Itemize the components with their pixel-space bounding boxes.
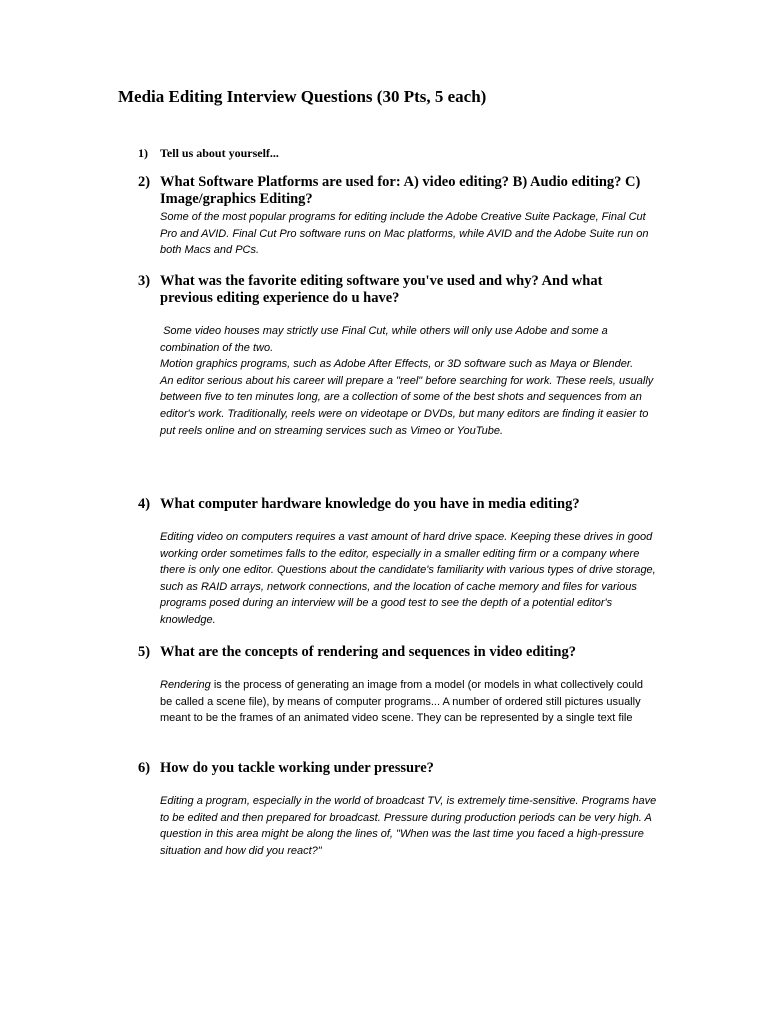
question-3-number: 3) xyxy=(138,273,151,289)
question-1-heading xyxy=(138,146,658,161)
question-1 xyxy=(138,146,658,161)
question-2-number: 2) xyxy=(138,174,151,190)
question-4-text: What computer hardware knowledge do you have in media editing? xyxy=(160,496,580,512)
question-5-answer-body: is the process of generating an image from a model (or models in what collectively could be called a scene file), by means of computer programs... A number of ordered still pictures usually meant to be the frames of an animated video scene. They can be represented by a single text file xyxy=(160,679,644,725)
question-3-heading xyxy=(138,273,658,307)
question-4 xyxy=(138,496,658,629)
question-6-heading xyxy=(138,760,658,777)
question-5-number: 5) xyxy=(138,644,151,660)
question-3-answer xyxy=(160,323,658,439)
document-title: Media Editing Interview Questions (30 Pts, 5 each) xyxy=(118,87,487,106)
question-3-answer-paragraph: Motion graphics programs, such as Adobe After Effects, or 3D software such as Maya or Blender. xyxy=(160,358,634,371)
question-3-answer-paragraph: Some video houses may strictly use Final Cut, while others will only use Adobe and some a combination of the two. xyxy=(160,325,611,354)
question-3-answer-paragraph: An editor serious about his career will prepare a "reel" before searching for work. These reels, usually between five to ten minutes long, are a collection of some of the best shots and sequences from an editor's work. Traditionally, reels were on videotape or DVDs, but many editors are finding it easier to put reels online and on streaming services such as Vimeo or YouTube. xyxy=(160,374,654,437)
question-3-text: What was the favorite editing software you've used and why? And what previous editing experience do u have? xyxy=(160,273,603,306)
question-6-text: How do you tackle working under pressure? xyxy=(160,760,434,776)
question-4-number: 4) xyxy=(138,496,151,512)
question-5-answer-lead: Rendering xyxy=(160,679,211,691)
question-2 xyxy=(138,174,658,259)
question-3 xyxy=(138,273,658,439)
question-1-text: Tell us about yourself... xyxy=(160,146,279,160)
question-2-heading xyxy=(138,174,658,208)
question-6-number: 6) xyxy=(138,760,151,776)
question-5-text: What are the concepts of rendering and sequences in video editing? xyxy=(160,644,576,660)
question-4-answer: Editing video on computers requires a vast amount of hard drive space. Keeping these drives in good working order sometimes falls to the editor, especially in a smaller editing firm or a company where there is only one editor. Questions about the candidate's familiarity with various types of drive storage, such as RAID arrays, network connections, and the location of cache memory and files for various programs posed during an interview will be a good test to see the depth of a potential editor's knowledge. xyxy=(160,531,656,626)
question-5-answer xyxy=(160,677,658,727)
question-2-answer: Some of the most popular programs for editing include the Adobe Creative Suite Package, Final Cut Pro and AVID. Final Cut Pro software runs on Mac platforms, while AVID and the Adobe Suite run on both Macs and PCs. xyxy=(160,211,649,257)
question-4-heading xyxy=(138,496,658,513)
question-5-heading xyxy=(138,644,658,661)
question-1-number: 1) xyxy=(138,146,148,160)
question-5 xyxy=(138,644,658,727)
question-6-answer: Editing a program, especially in the world of broadcast TV, is extremely time-sensitive. Programs have to be edited and then prepared for broadcast. Pressure during production periods can be very high. A question in this area might be along the lines of, "When was the last time you faced a high-pressure situation and how did you react?" xyxy=(160,795,657,857)
question-6 xyxy=(138,760,658,859)
question-2-text: What Software Platforms are used for: A) video editing? B) Audio editing? C) Image/graphics Editing? xyxy=(160,174,641,207)
